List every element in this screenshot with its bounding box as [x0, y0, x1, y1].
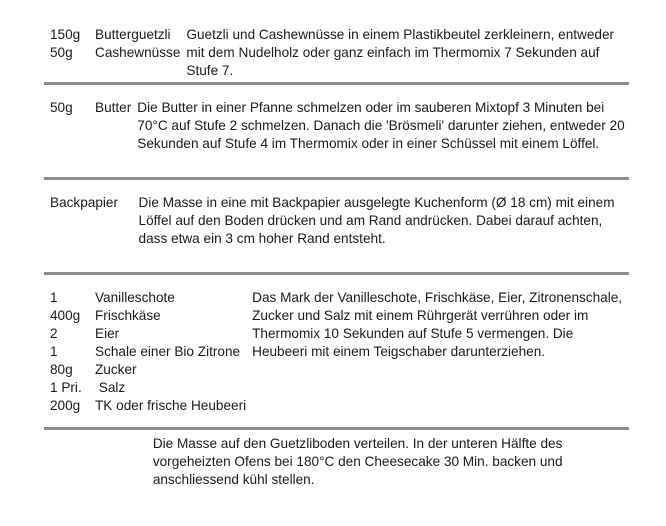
ingredient-list: [44, 26, 180, 82]
ingredient-list: [44, 435, 147, 507]
ingredient-row: [50, 397, 246, 415]
ingredient-row: [50, 26, 180, 44]
ingredient-quantity: 150g: [50, 27, 81, 42]
ingredient-name: Cashewnüsse: [95, 45, 181, 60]
ingredient-name: Zucker: [95, 362, 137, 377]
step-instruction: Guetzli und Cashewnüsse in einem Plastikbeutel zerkleinern, entweder mit dem Nudelholz oder ganz einfach im Thermomix 7 Sekunden auf Stufe 7.: [186, 27, 615, 78]
ingredient-quantity: 1: [50, 344, 58, 359]
ingredient-name: Salz: [95, 380, 126, 395]
ingredient-quantity: 200g: [50, 398, 81, 413]
step-instruction: Die Butter in einer Pfanne schmelzen oder im sauberen Mixtopf 3 Minuten bei 70°C auf Stufe 2 schmelzen. Danach die 'Brösmeli' darunter ziehen, entweder 20 Sekunden auf Stufe 4 im Thermomix oder in einer Schüssel mit einem Löffel.: [137, 100, 625, 151]
ingredient-row: [50, 361, 246, 379]
ingredient-quantity: 50g: [50, 45, 73, 60]
ingredient-quantity: 2: [50, 326, 58, 341]
ingredient-row: [50, 343, 246, 361]
step-divider: [44, 427, 629, 430]
ingredient-quantity: 80g: [50, 362, 73, 377]
ingredient-name: Butter: [95, 100, 132, 115]
recipe-step-4: [44, 289, 629, 415]
ingredient-row: [50, 194, 133, 212]
step-divider: [44, 177, 629, 180]
ingredient-row: [50, 379, 246, 397]
ingredient-list: [44, 99, 131, 173]
ingredient-list: [44, 194, 133, 266]
step-instruction: Die Masse auf den Guetzliboden verteilen. In der unteren Hälfte des vorgeheizten Ofens bei 180°C den Cheesecake 30 Min. backen und anschliessend kühl stellen.: [152, 436, 563, 487]
ingredient-row: [50, 307, 246, 325]
ingredient-quantity: 50g: [50, 100, 73, 115]
ingredient-name: Frischkäse: [95, 308, 161, 323]
step-divider: [44, 82, 629, 85]
ingredient-row: [50, 325, 246, 343]
recipe-step-2: [44, 99, 629, 173]
ingredient-name: Butterguetzli: [95, 27, 171, 42]
recipe-step-1: [44, 26, 629, 82]
step-instruction: Die Masse in eine mit Backpapier ausgelegte Kuchenform (Ø 18 cm) mit einem Löffel auf den Boden drücken und am Rand andrücken. Dabei darauf achten, dass etwa ein 3 cm hoher Rand entsteht.: [138, 195, 615, 246]
ingredient-name: TK oder frische Heubeeri: [95, 398, 247, 413]
ingredient-quantity: 1 Pri.: [50, 380, 82, 395]
ingredient-quantity: 1: [50, 290, 58, 305]
ingredient-name: Vanilleschote: [95, 290, 175, 305]
ingredient-list: [44, 289, 246, 415]
ingredient-quantity: 400g: [50, 308, 81, 323]
ingredient-name: Schale einer Bio Zitrone: [95, 344, 241, 359]
step-divider: [44, 272, 629, 275]
ingredient-name: Eier: [95, 326, 120, 341]
ingredient-row: [50, 99, 131, 117]
step-instruction: Das Mark der Vanilleschote, Frischkäse, Eier, Zitronenschale, Zucker und Salz mit einem Rührgerät verrühren oder im Thermomix 10 Sekunden auf Stufe 5 vermengen. Die Heubeeri mit einem Teigschaber darunterziehen.: [252, 290, 623, 359]
recipe-step-3: [44, 194, 629, 266]
ingredient-name: Backpapier: [50, 195, 119, 210]
recipe-step-5: [44, 435, 629, 507]
ingredient-row: [50, 289, 246, 307]
ingredient-row: [50, 44, 180, 62]
recipe-table: [44, 26, 629, 507]
